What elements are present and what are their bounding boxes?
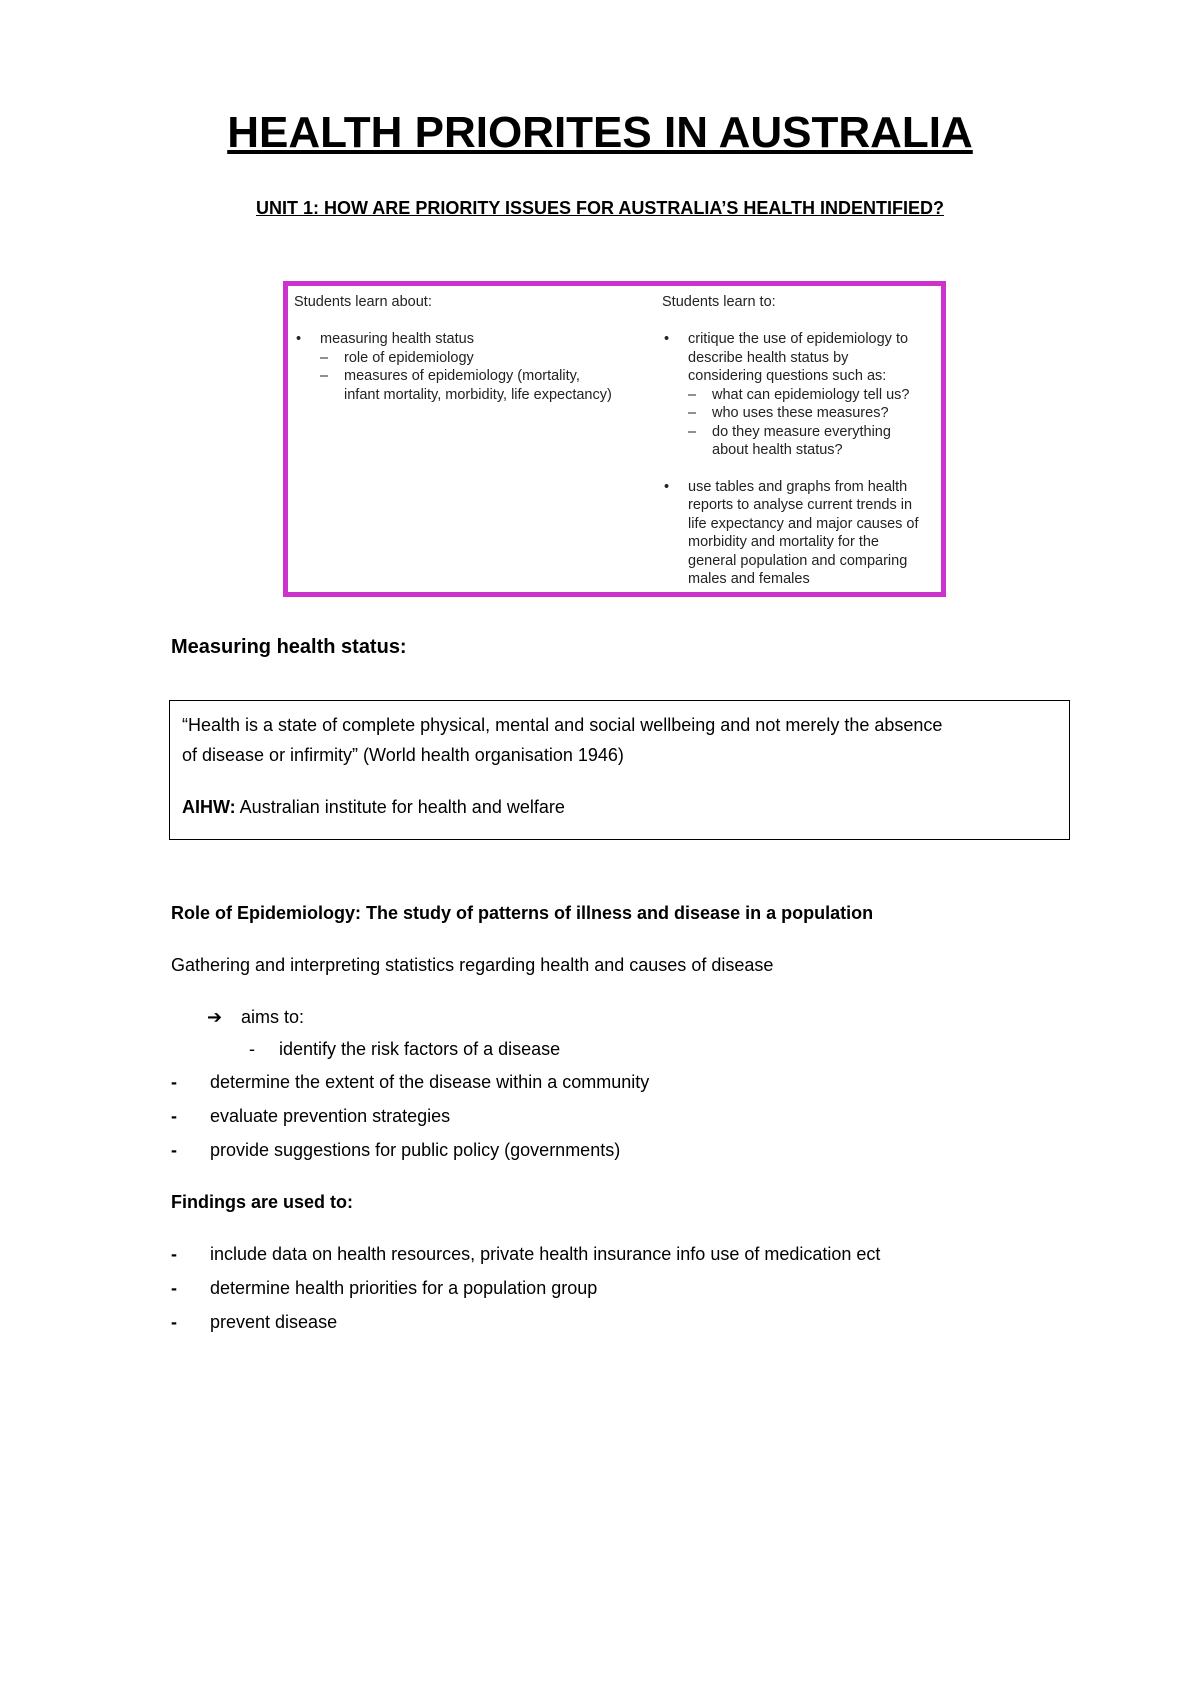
bullet-mark: • (296, 331, 302, 347)
learn-to-item-line: general population and comparing (688, 552, 908, 569)
learn-about-subitem-continued: infant mortality, morbidity, life expectancy) (344, 386, 612, 403)
learn-to-heading: Students learn to: (662, 294, 776, 310)
unit-subtitle: UNIT 1: HOW ARE PRIORITY ISSUES FOR AUSTRALIA’S HEALTH INDENTIFIED? (255, 198, 945, 218)
dash-mark: – (688, 405, 697, 421)
learn-to-item-line: males and females (688, 571, 810, 587)
dash-mark: – (320, 368, 329, 384)
dash-mark: - (171, 1312, 177, 1332)
learn-to-question: – what can epidemiology tell us? (688, 386, 910, 403)
arrow-icon: ➔ (207, 1007, 223, 1027)
aihw-text: Australian institute for health and welfare (235, 797, 565, 817)
definition-quote-line: of disease or infirmity” (World health organisation 1946) (182, 745, 624, 765)
syllabus-outcomes-box (283, 281, 946, 597)
learn-to-item: • use tables and graphs from health (664, 478, 908, 495)
learn-to-column (662, 292, 947, 589)
epidemiology-heading: Role of Epidemiology: The study of patterns of illness and disease in a population (171, 903, 874, 923)
learn-to-question: – do they measure everything (688, 423, 891, 440)
learn-to-item: • critique the use of epidemiology to (664, 331, 909, 347)
measuring-health-heading: Measuring health status: (171, 636, 407, 658)
dash-mark: – (320, 349, 329, 366)
findings-heading: Findings are used to: (171, 1192, 354, 1212)
dash-mark: - (171, 1244, 177, 1264)
learn-about-column (294, 292, 644, 404)
dash-mark: - (249, 1039, 255, 1059)
learn-to-item-line: describe health status by (688, 349, 849, 366)
learn-to-item-line: life expectancy and major causes of (688, 515, 919, 532)
aims-label: aims to: (241, 1007, 305, 1027)
learn-to-item-line: morbidity and mortality for the (688, 534, 879, 550)
learn-about-heading: Students learn about: (294, 294, 432, 310)
bullet-mark: • (664, 478, 670, 495)
dash-mark: - (171, 1106, 177, 1126)
document-title: HEALTH PRIORITES IN AUSTRALIA (227, 108, 973, 157)
health-definition-box (169, 700, 1070, 840)
learn-to-question: – who uses these measures? (688, 405, 889, 421)
dash-mark: - (171, 1140, 177, 1160)
dash-mark: - (171, 1072, 177, 1092)
definition-quote-line: “Health is a state of complete physical, mental and social wellbeing and not merely the absence (182, 715, 943, 735)
learn-about-item: • measuring health status (296, 331, 474, 347)
dash-mark: – (688, 423, 697, 440)
learn-about-subitem: – role of epidemiology (320, 349, 474, 366)
learn-to-item-line: reports to analyse current trends in (688, 497, 913, 513)
bullet-mark: • (664, 331, 670, 347)
dash-mark: - (171, 1278, 177, 1298)
learn-about-subitem: – measures of epidemiology (mortality, (320, 368, 580, 384)
aihw-label: AIHW: (182, 797, 236, 817)
dash-mark: – (688, 386, 697, 403)
gathering-statement: Gathering and interpreting statistics regarding health and causes of disease (171, 955, 774, 975)
learn-to-item-line: considering questions such as: (688, 368, 887, 384)
aihw-definition (182, 792, 1057, 822)
learn-to-question-continued: about health status? (712, 442, 843, 458)
